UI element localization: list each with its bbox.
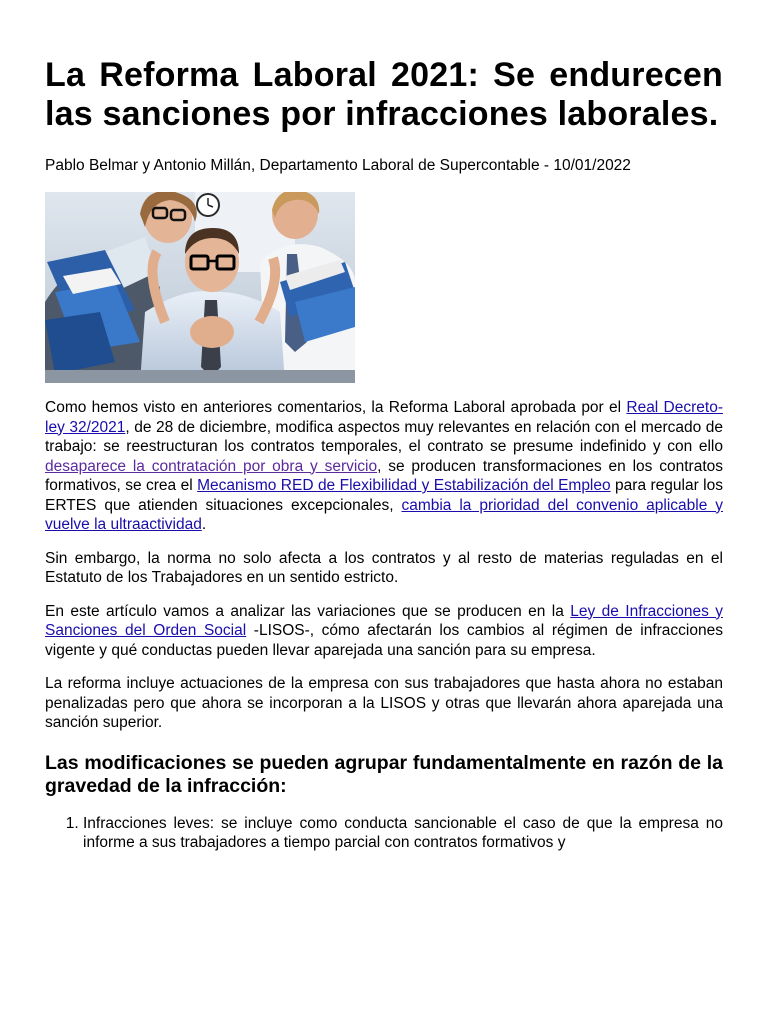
link-lisos[interactable]: Ley de Infracciones y Sanciones del Orden Social [45, 602, 723, 639]
article-title: La Reforma Laboral 2021: Se endurecen las sanciones por infracciones laborales. [45, 56, 723, 133]
article-photo [45, 192, 355, 383]
section-heading: Las modificaciones se pueden agrupar fundamentalmente en razón de la gravedad de la infracción: [45, 751, 723, 797]
paragraph-4: La reforma incluye actuaciones de la empresa con sus trabajadores que hasta ahora no estaban penalizadas pero que ahora se incorporan a la LISOS y otras que llevarán ahora aparejada una sanción superior. [45, 675, 723, 731]
wall-clock-icon [197, 194, 219, 216]
link-obra-y-servicio[interactable]: desaparece la contratación por obra y servicio [45, 457, 378, 475]
article-byline: Pablo Belmar y Antonio Millán, Departamento Laboral de Supercontable - 10/01/2022 [45, 157, 631, 174]
list-item: 1. Infracciones leves: se incluye como conducta sancionable el caso de que la empresa no informe a sus trabajadores a tiempo parcial con contratos formativos y [83, 814, 723, 853]
link-real-decreto-ley[interactable]: Real Decreto-ley 32/2021 [45, 399, 723, 436]
paragraph-2: Sin embargo, la norma no solo afecta a los contratos y al resto de materias reguladas en el Estatuto de los Trabajadores en un sentido estricto. [45, 549, 723, 586]
link-mecanismo-red[interactable]: Mecanismo RED de Flexibilidad y Estabilización del Empleo [197, 477, 611, 494]
paragraph-3: En este artículo vamos a analizar las variaciones que se producen en la Ley de Infracciones y Sanciones del Orden Social -LISOS-, cómo afectarán los cambios al régimen de infracciones vigente y qué conductas pueden llevar aparejada una sanción para su empresa. [45, 602, 723, 659]
infractions-list [45, 814, 723, 853]
intro-paragraph: Como hemos visto en anteriores comentarios, la Reforma Laboral aprobada por el Real Decreto-ley 32/2021, de 28 de diciembre, modifica aspectos muy relevantes en relación con el mercado de trabajo: se reestructuran los contratos temporales, el contrato se presume indefinido y con ello desaparece la contratación por obra y servicio, se producen transformaciones en los contratos formativos, se crea el Mecanismo RED de Flexibilidad y Estabilización del Empleo para regular los ERTES que atienden situaciones excepcionales, cambia la prioridad del convenio aplicable y vuelve la ultraactividad. [45, 399, 724, 533]
link-prioridad-convenio[interactable]: cambia la prioridad del convenio aplicable y vuelve la ultraactividad [45, 496, 724, 533]
